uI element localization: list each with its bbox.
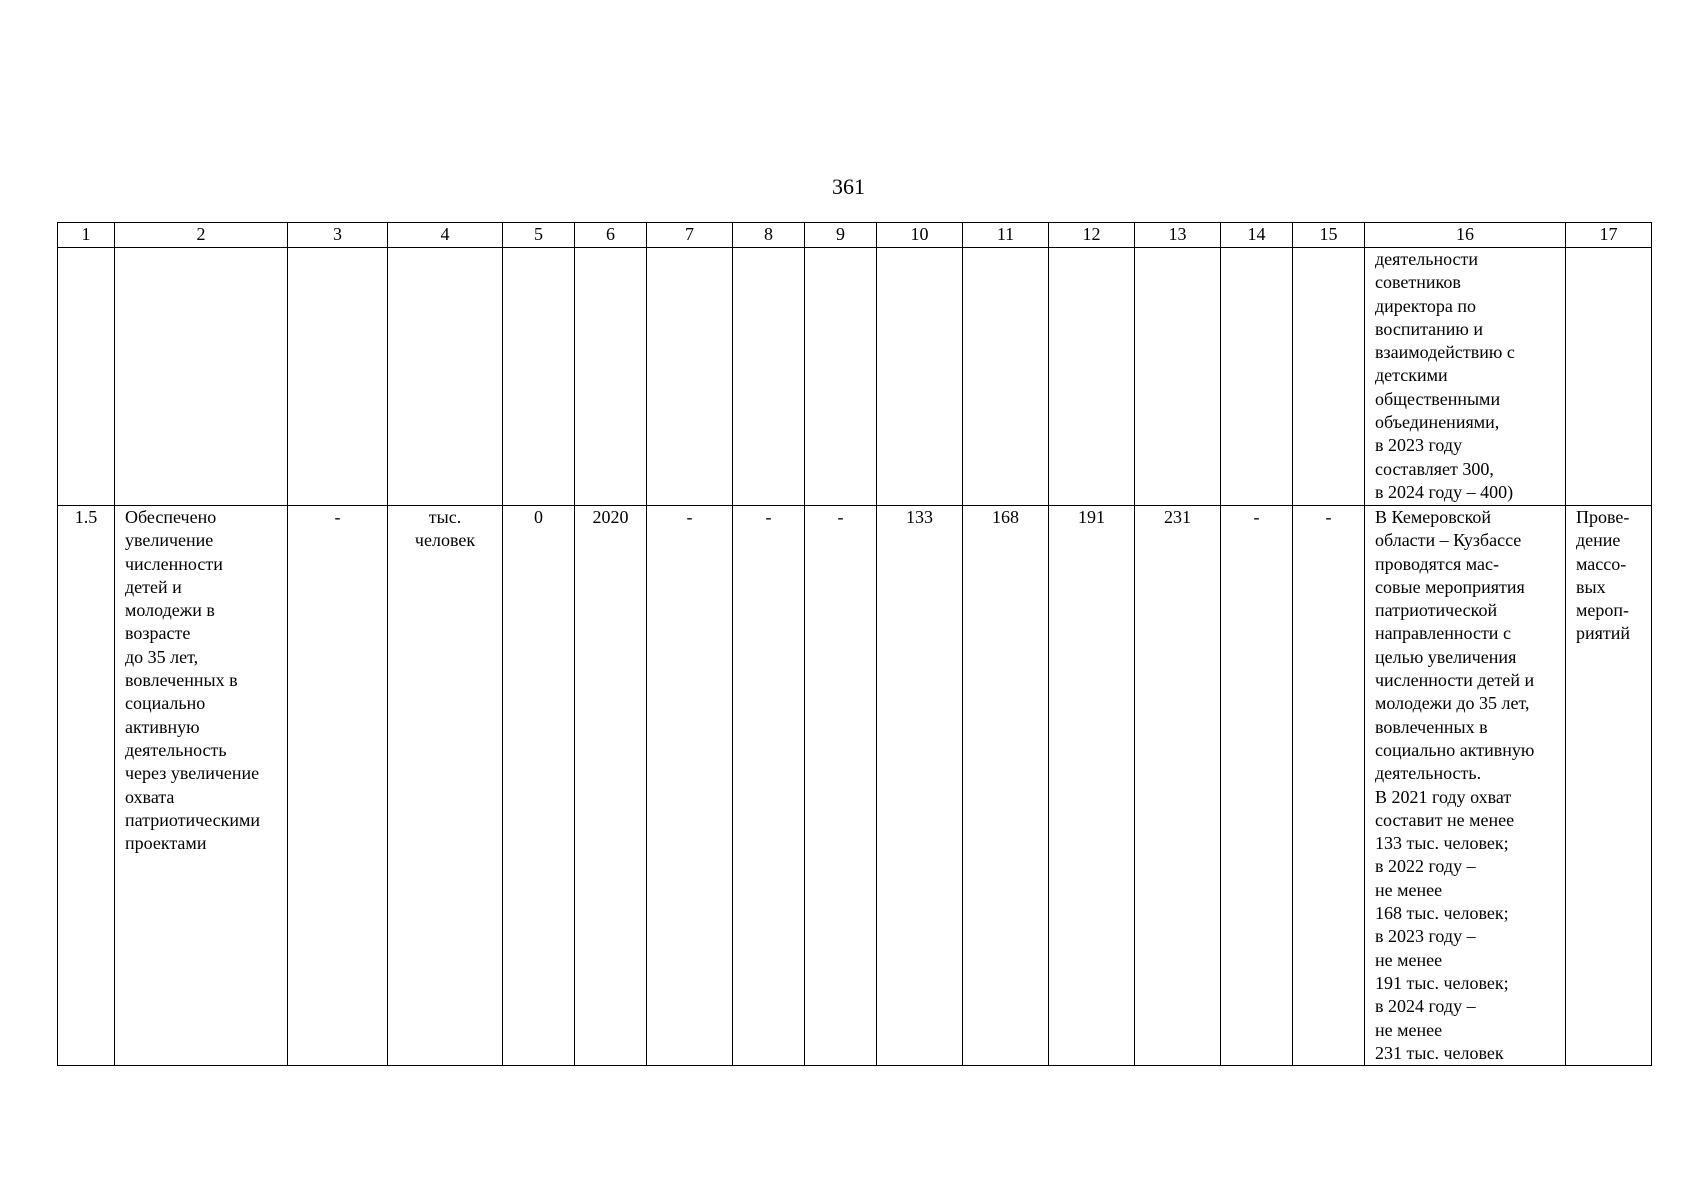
column-header: 11 bbox=[963, 223, 1049, 248]
row-number: 1.5 bbox=[58, 506, 115, 1066]
column-header: 16 bbox=[1365, 223, 1566, 248]
column-header: 13 bbox=[1135, 223, 1221, 248]
cell-col7: - bbox=[647, 506, 733, 1066]
comment-cell: деятельности советников директора по воспитанию и взаимодействию с детскими общественными объединениями, в 2023 году составляет 300, в 2024 году – 400) bbox=[1365, 248, 1566, 506]
column-header: 1 bbox=[58, 223, 115, 248]
column-header: 5 bbox=[503, 223, 575, 248]
cell-col3: - bbox=[288, 506, 388, 1066]
table-row-continuation bbox=[58, 248, 1652, 506]
indicator-name: Обеспечено увеличение численности детей и молодежи в возрасте до 35 лет, вовлеченных в социально активную деятельность через увеличение охвата патриотическими проектами bbox=[115, 506, 288, 1066]
value-col13: 231 bbox=[1135, 506, 1221, 1066]
value-col10: 133 bbox=[877, 506, 963, 1066]
cell-col15: - bbox=[1293, 506, 1365, 1066]
base-year: 2020 bbox=[575, 506, 647, 1066]
column-header: 8 bbox=[733, 223, 805, 248]
column-header: 10 bbox=[877, 223, 963, 248]
page-number: 361 bbox=[832, 174, 865, 199]
column-header: 9 bbox=[805, 223, 877, 248]
value-col11: 168 bbox=[963, 506, 1049, 1066]
cell-col9: - bbox=[805, 506, 877, 1066]
table-header-row bbox=[58, 223, 1652, 248]
column-header: 2 bbox=[115, 223, 288, 248]
base-value: 0 bbox=[503, 506, 575, 1066]
table-row-1-5 bbox=[58, 506, 1652, 1066]
cell-col8: - bbox=[733, 506, 805, 1066]
column-header: 7 bbox=[647, 223, 733, 248]
measure-cell: Прове- дение массо- вых мероп- риятий bbox=[1566, 506, 1652, 1066]
column-header: 17 bbox=[1566, 223, 1652, 248]
column-header: 12 bbox=[1049, 223, 1135, 248]
column-header: 4 bbox=[388, 223, 503, 248]
column-header: 14 bbox=[1221, 223, 1293, 248]
column-header: 15 bbox=[1293, 223, 1365, 248]
column-header: 6 bbox=[575, 223, 647, 248]
unit-cell: тыс. человек bbox=[388, 506, 503, 1066]
indicators-table bbox=[57, 222, 1652, 1066]
value-col12: 191 bbox=[1049, 506, 1135, 1066]
comment-cell: В Кемеровской области – Кузбассе проводятся мас- совые мероприятия патриотической направленности с целью увеличения численности детей и молодежи до 35 лет, вовлеченных в социально активную деятельность. В 2021 году охват составит не менее 133 тыс. человек; в 2022 году – не менее 168 тыс. человек; в 2023 году – не менее 191 тыс. человек; в 2024 году – не менее 231 тыс. человек bbox=[1365, 506, 1566, 1066]
column-header: 3 bbox=[288, 223, 388, 248]
cell-col14: - bbox=[1221, 506, 1293, 1066]
